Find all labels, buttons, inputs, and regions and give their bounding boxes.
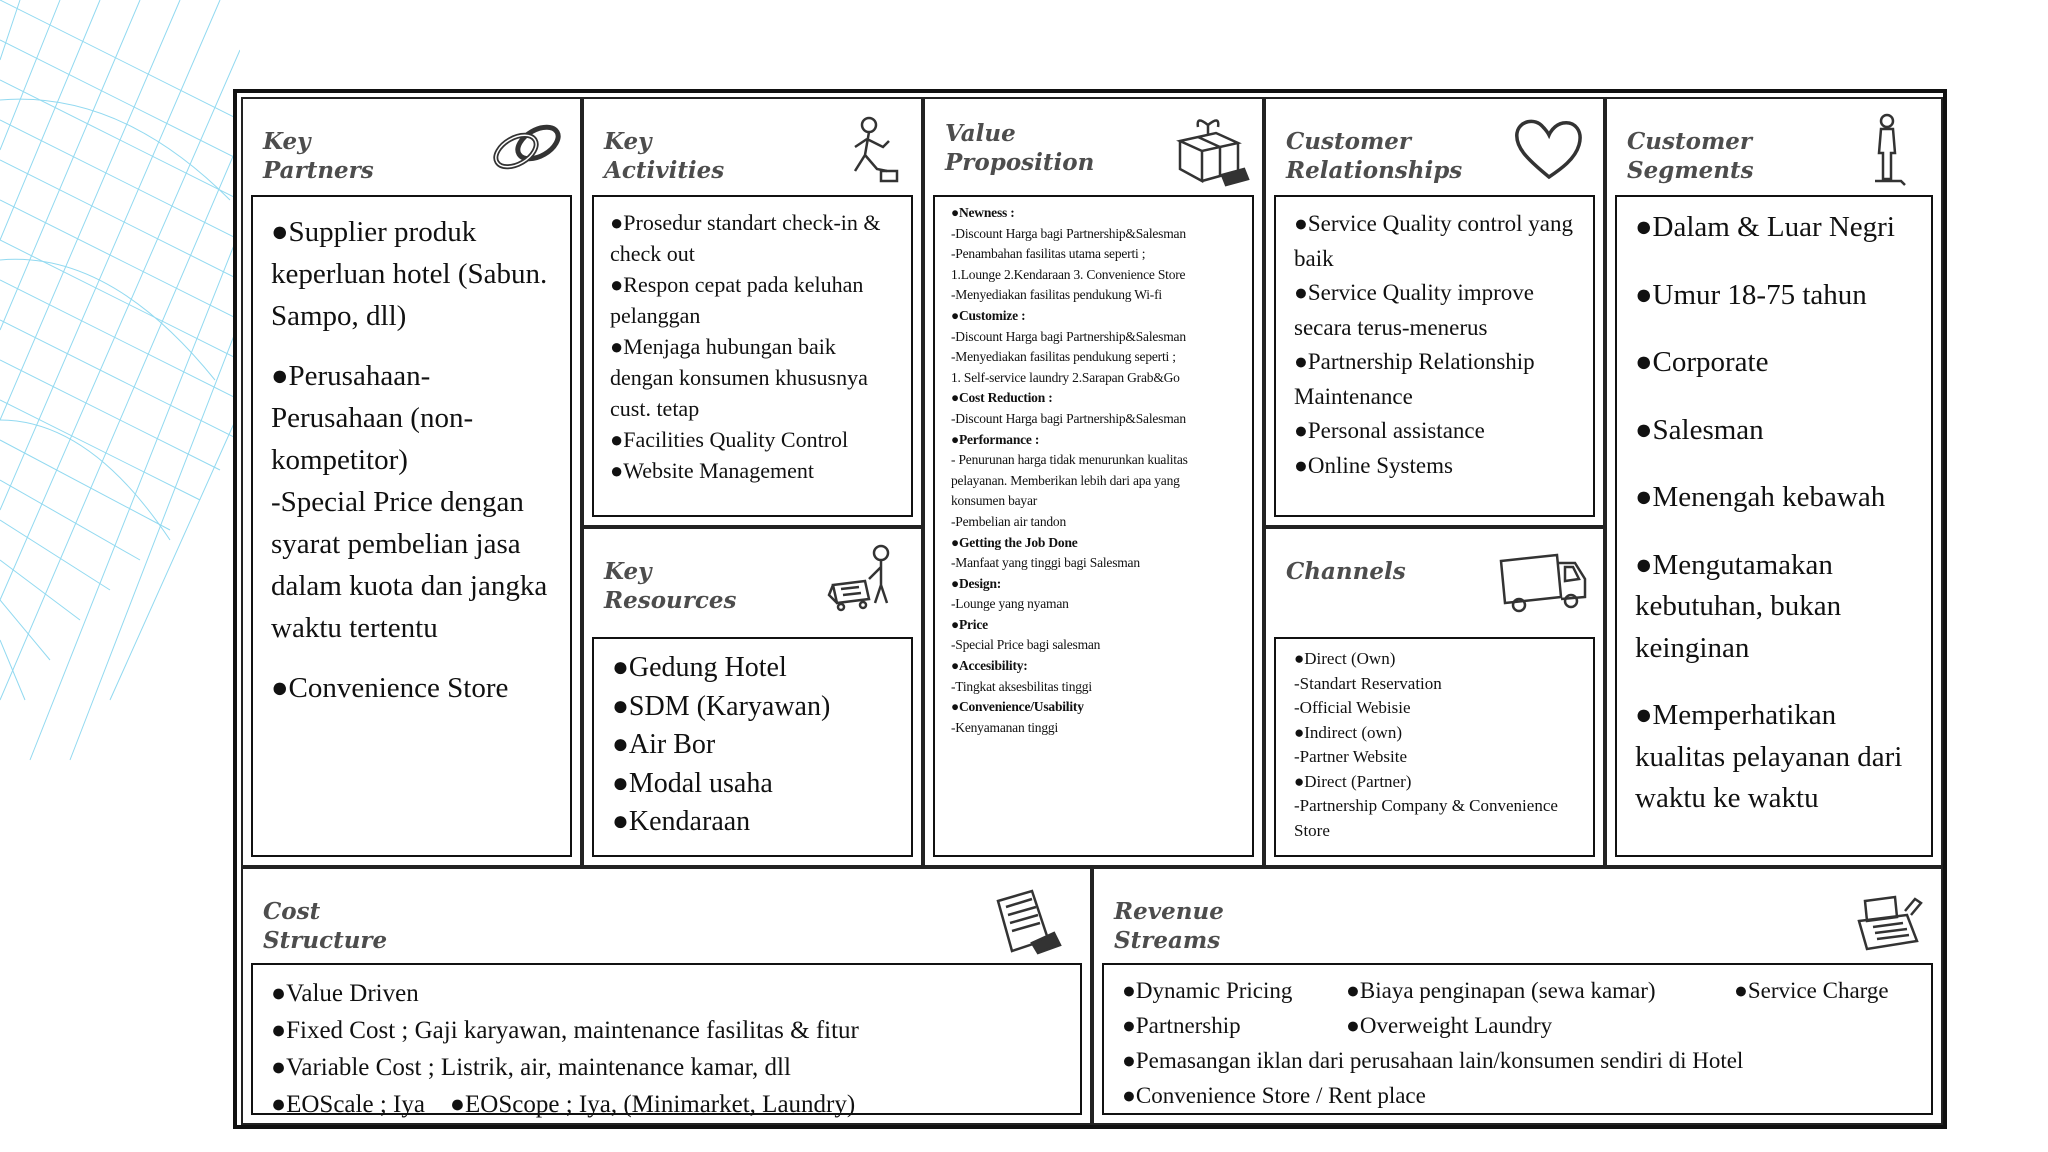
revenue-row	[1122, 973, 1913, 1008]
channels-block	[1264, 527, 1605, 867]
list-item: ●Direct (Partner)	[1294, 771, 1412, 791]
list-item: ●Indirect (own)	[1294, 722, 1402, 742]
list-item: ●Service Quality improve secara terus-menerus	[1294, 280, 1534, 340]
list-item: ●Service Quality control yang baik	[1294, 211, 1573, 271]
key-activities-title: Key Activities	[604, 128, 725, 184]
list-item: ●EOScale ; Iya ●EOScope ; Iya, (Minimarket, Laundry)	[271, 1091, 856, 1118]
list-item: ●Convenience Store	[271, 672, 509, 704]
person-icon	[1845, 111, 1929, 187]
list-item: ●Dynamic Pricing	[1122, 978, 1293, 1003]
list-item: ●Direct (Own)	[1294, 649, 1396, 668]
revenue-row	[1122, 1043, 1913, 1078]
cost-structure-content	[251, 963, 1082, 1118]
list-item: -Discount Harga bagi Partnership&Salesman	[951, 225, 1186, 241]
list-item: ●Variable Cost ; Listrik, air, maintenance kamar, dll	[271, 1054, 791, 1081]
list-item: ●Convenience/Usability	[951, 699, 1084, 715]
list-item: ●Online Systems	[1294, 452, 1453, 478]
list-item: -Standart Reservation	[1294, 673, 1442, 693]
list-item: ●Performance :	[951, 431, 1040, 447]
channels-content	[1274, 637, 1595, 857]
list-item: ●Customize :	[951, 307, 1026, 323]
key-activities-block	[582, 97, 923, 527]
list-item: -Official Webisie	[1294, 698, 1411, 717]
revenue-streams-block	[1092, 867, 1943, 1125]
list-item: ●Website Management	[610, 458, 814, 483]
truck-icon	[1495, 541, 1591, 617]
cash-register-icon	[1845, 881, 1929, 957]
list-item: -Lounge yang nyaman	[951, 596, 1069, 612]
list-item: ●Gedung Hotel	[612, 652, 787, 683]
list-item: ●Kendaraan	[612, 806, 751, 837]
list-item: -Special Price bagi salesman	[951, 637, 1101, 653]
list-item: ●Prosedur standart check-in & check out	[610, 210, 881, 266]
customer-segments-block	[1605, 97, 1943, 867]
list-item: ●Modal usaha	[612, 767, 773, 799]
list-item: ●Service Charge	[1734, 978, 1889, 1003]
chain-links-icon	[484, 111, 568, 187]
list-item: ●Supplier produk keperluan hotel (Sabun. Sampo, dll)	[271, 216, 548, 332]
forklift-worker-icon	[825, 541, 909, 617]
list-item: ●Personal assistance	[1294, 418, 1485, 443]
list-item: ●Convenience Store / Rent place	[1122, 1083, 1426, 1108]
list-item: ●Salesman	[1635, 413, 1764, 446]
list-item: ●Partnership Relationship Maintenance	[1294, 349, 1535, 409]
channels-title: Channels	[1286, 558, 1406, 585]
customer-segments-title: Customer Segments	[1627, 128, 1754, 184]
list-item: 1. Self-service laundry 2.Sarapan Grab&Go	[951, 369, 1180, 385]
list-item: ●Dalam & Luar Negri	[1635, 211, 1895, 243]
list-item: -Pembelian air tandon	[951, 513, 1067, 529]
list-item: ●Value Driven	[271, 980, 419, 1007]
key-resources-title: Key Resources	[604, 558, 737, 614]
key-resources-content	[592, 637, 913, 857]
decorative-wireframe-pattern	[0, 0, 240, 800]
list-item: ●Partnership	[1122, 1013, 1241, 1038]
list-item: -Manfaat yang tinggi bagi Salesman	[951, 555, 1140, 571]
invoice-icon	[982, 881, 1066, 957]
list-item: 1.Lounge 2.Kendaraan 3. Convenience Store	[951, 266, 1186, 282]
list-item: -Discount Harga bagi Partnership&Salesman	[951, 410, 1186, 426]
revenue-row	[1122, 1008, 1913, 1043]
list-item: ●Perusahaan-Perusahaan (non-kompetitor)	[271, 360, 474, 476]
list-item: ●Menengah kebawah	[1635, 481, 1886, 513]
list-item: ●Memperhatikan kualitas pelayanan dari waktu ke waktu	[1635, 699, 1903, 814]
list-item: ●Price	[951, 616, 988, 632]
list-item: -Tingkat aksesbilitas tinggi	[951, 678, 1092, 694]
list-item: -Kenyamanan tinggi	[951, 719, 1058, 735]
list-item: ●Cost Reduction :	[951, 390, 1053, 406]
list-item: -Partnership Company & Convenience Store	[1294, 796, 1558, 840]
value-proposition-title: Value Proposition	[945, 120, 1095, 176]
revenue-streams-title: Revenue Streams	[1114, 898, 1224, 954]
list-item: ●Biaya penginapan (sewa kamar)	[1346, 978, 1656, 1003]
business-model-canvas	[233, 89, 1947, 1129]
key-resources-block	[582, 527, 923, 867]
list-item: -Penambahan fasilitas utama seperti ;	[951, 246, 1146, 262]
list-item: ●Mengutamakan kebutuhan, bukan keinginan	[1635, 548, 1842, 664]
key-partners-title: Key Partners	[263, 128, 374, 184]
customer-segments-content	[1615, 195, 1933, 857]
value-proposition-content	[933, 195, 1254, 857]
list-item: -Discount Harga bagi Partnership&Salesman	[951, 328, 1186, 344]
list-item: ●Newness :	[951, 205, 1015, 220]
list-item: ●Accesibility:	[951, 658, 1028, 674]
list-item: ●Umur 18-75 tahun	[1635, 278, 1867, 311]
list-item: ●Pemasangan iklan dari perusahaan lain/konsumen sendiri di Hotel	[1122, 1048, 1744, 1073]
key-activities-content	[592, 195, 913, 517]
worker-icon	[825, 111, 909, 187]
list-item: ●Getting the Job Done	[951, 534, 1078, 550]
list-item: ●Respon cepat pada keluhan pelanggan	[610, 272, 864, 328]
gift-box-icon	[1166, 111, 1250, 187]
list-item: ●Overweight Laundry	[1346, 1013, 1553, 1038]
heart-icon	[1507, 111, 1591, 187]
list-item: - Penurunan harga tidak menurunkan kualitas pelayanan. Memberikan lebih dari apa yang konsumen bayar	[951, 452, 1188, 509]
key-partners-content	[251, 195, 572, 857]
cost-structure-title: Cost Structure	[263, 898, 388, 954]
customer-relationships-title: Customer Relationships	[1286, 128, 1463, 184]
list-item: -Partner Website	[1294, 747, 1408, 766]
value-proposition-block	[923, 97, 1264, 867]
revenue-row	[1122, 1078, 1913, 1113]
list-item: -Menyediakan fasilitas pendukung seperti ;	[951, 349, 1176, 365]
revenue-streams-content	[1102, 963, 1933, 1115]
customer-relationships-block	[1264, 97, 1605, 527]
list-item: -Menyediakan fasilitas pendukung Wi-fi	[951, 287, 1162, 303]
customer-relationships-content	[1274, 195, 1595, 517]
key-partners-block	[241, 97, 582, 867]
list-item: ●Design:	[951, 575, 1002, 591]
list-item: ●Fixed Cost ; Gaji karyawan, maintenance fasilitas & fitur	[271, 1017, 859, 1044]
cost-structure-block	[241, 867, 1092, 1125]
list-item: ●Menjaga hubungan baik dengan konsumen khususnya cust. tetap	[610, 334, 868, 421]
list-item: ●SDM (Karyawan)	[612, 690, 831, 722]
list-item: ●Corporate	[1635, 346, 1769, 378]
list-item: ●Facilities Quality Control	[610, 427, 849, 452]
list-item: -Special Price dengan syarat pembelian jasa dalam kuota dan jangka waktu tertentu	[271, 486, 548, 644]
list-item: ●Air Bor	[612, 729, 716, 760]
